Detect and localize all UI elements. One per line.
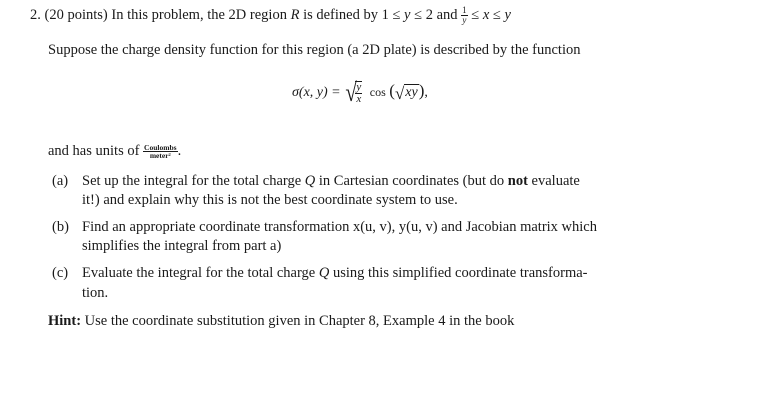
part-a-not-bold: not	[507, 173, 528, 189]
hint-line	[48, 313, 514, 330]
description-line: Suppose the charge density function for this region (a 2D plate) is described by the function	[48, 42, 581, 58]
close-paren: )	[418, 81, 425, 101]
part-c-label: (c)	[52, 265, 69, 281]
part-c-line1	[82, 265, 588, 282]
units-text: and has units of	[48, 143, 140, 159]
formula-comma: ,	[424, 85, 428, 101]
part-c-text-pre: Evaluate the integral for the total charge	[82, 265, 316, 281]
units-fraction	[143, 144, 178, 160]
part-c-line2: tion.	[82, 285, 109, 301]
x-variable: x	[482, 6, 490, 23]
le-sign-2: ≤	[492, 6, 501, 23]
part-a-text-pre: Set up the integral for the total charge	[82, 173, 302, 189]
y-variable-2: y	[504, 6, 511, 23]
intro-text: In this problem, the 2D region	[111, 6, 287, 23]
part-c-text-post: using this simplified coordinate transforma-	[332, 265, 588, 281]
part-a-text-mid: in Cartesian coordinates (but do	[318, 173, 505, 189]
defined-by-text: is defined by 1 ≤	[303, 6, 401, 23]
hint-text: Use the coordinate substitution given in Chapter 8, Example 4 in the book	[84, 313, 515, 329]
region-variable: R	[290, 6, 300, 23]
sqrt-denominator: x	[356, 93, 362, 105]
sqrt-numerator: y	[356, 81, 362, 93]
fraction-denominator: y	[462, 15, 467, 25]
one-over-y-fraction	[461, 6, 468, 25]
part-b-label: (b)	[52, 219, 69, 235]
sqrt-sign-small: √	[394, 83, 405, 103]
le-sign: ≤	[471, 6, 480, 23]
part-a-line2: it!) and explain why this is not the best coordinate system to use.	[82, 192, 458, 208]
fraction-numerator: 1	[462, 5, 467, 15]
part-a-text-post: evaluate	[531, 173, 580, 189]
part-c-q-variable: Q	[318, 265, 330, 281]
part-b-line2: simplifies the integral from part a)	[82, 238, 282, 254]
problem-number: 2.	[30, 6, 41, 23]
charge-density-formula	[292, 80, 428, 106]
units-numerator: Coulombs	[144, 142, 177, 152]
cos-function: cos	[369, 85, 386, 100]
sqrt-inner-xy: xy	[405, 85, 418, 101]
part-a-line1	[82, 173, 580, 190]
hint-label: Hint:	[48, 313, 82, 329]
y-variable: y	[404, 6, 411, 23]
sigma-lhs: σ(x, y) =	[292, 85, 341, 101]
le-two-and-text: ≤ 2 and	[414, 6, 458, 23]
part-a-label: (a)	[52, 173, 69, 189]
units-period: .	[177, 143, 182, 159]
open-paren: (	[389, 81, 395, 101]
part-a-q-variable: Q	[304, 173, 316, 189]
sqrt-sign: √	[345, 78, 357, 107]
problem-header-line	[30, 6, 511, 25]
units-denominator: meter²	[149, 151, 171, 161]
units-line	[48, 143, 181, 160]
problem-points: (20 points)	[44, 6, 108, 23]
part-b-line1: Find an appropriate coordinate transformation x(u, v), y(u, v) and Jacobian matrix which	[82, 219, 597, 235]
